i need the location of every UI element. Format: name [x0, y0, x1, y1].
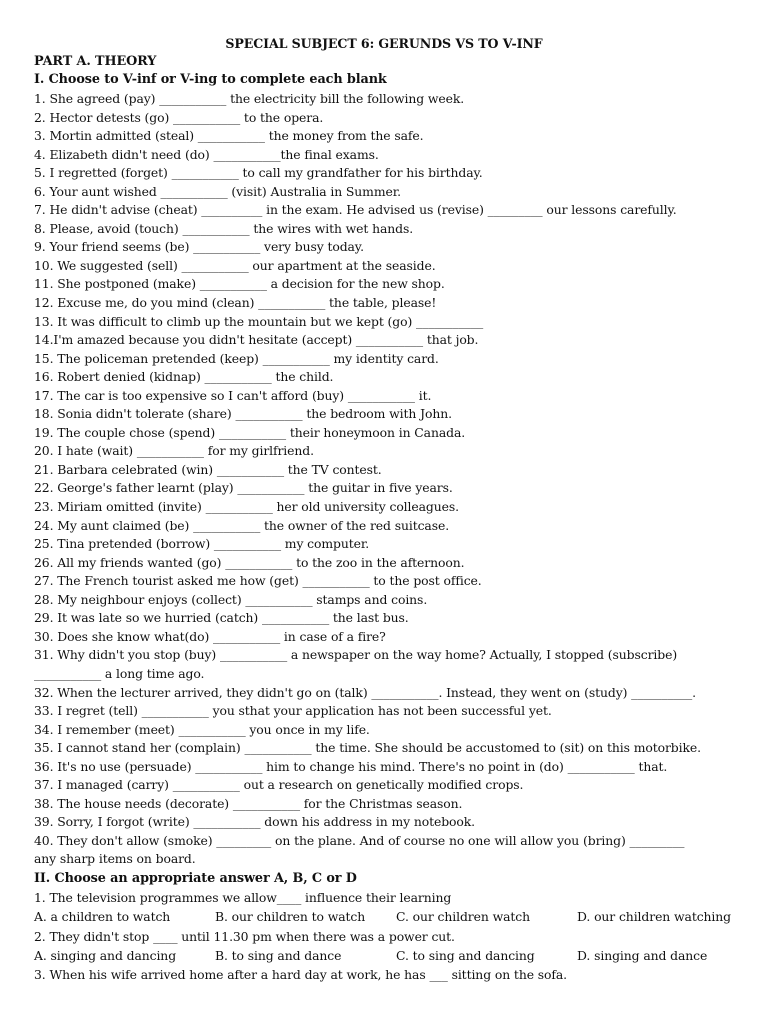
exercise-item: 11. She postponed (make) ___________ a decision for the new shop. [34, 276, 445, 292]
exercise-item: 31. Why didn't you stop (buy) ___________ a newspaper on the way home? Actually, I stopped (subscribe) [34, 647, 678, 663]
exercise-item: 40. They don't allow (smoke) _________ on the plane. And of course no one will allow you (bring) _________ [34, 832, 685, 848]
part-heading: PART A. THEORY [34, 54, 157, 69]
question-text: 2. They didn't stop ____ until 11.30 pm when there was a power cut. [34, 928, 455, 944]
exercise-item: 1. She agreed (pay) ___________ the electricity bill the following week. [34, 91, 465, 106]
exercise-item: 19. The couple chose (spend) ___________ their honeymoon in Canada. [34, 424, 466, 440]
option-a: A. singing and dancing [34, 947, 177, 963]
exercise-item: 9. Your friend seems (be) ___________ very busy today. [34, 239, 364, 255]
exercise-item: 34. I remember (meet) ___________ you once in my life. [34, 721, 370, 737]
exercise-item: 6. Your aunt wished ___________ (visit) Australia in Summer. [34, 183, 402, 199]
section-2-heading: II. Choose an appropriate answer A, B, C or D [34, 871, 357, 886]
exercise-item: 23. Miriam omitted (invite) ___________ her old university colleagues. [34, 499, 459, 515]
exercise-item: 27. The French tourist asked me how (get) ___________ to the post office. [34, 573, 482, 589]
exercise-item-continuation: any sharp items on board. [34, 851, 196, 867]
question-text: 3. When his wife arrived home after a hard day at work, he has ___ sitting on the sofa. [34, 967, 567, 983]
exercise-item: 36. It's no use (persuade) ___________ him to change his mind. There's no point in (do) ___________ that. [34, 758, 668, 774]
option-c: C. to sing and dancing [396, 947, 535, 963]
page-title: SPECIAL SUBJECT 6: GERUNDS VS TO V-INF [225, 36, 543, 51]
option-c: C. our children watch [396, 909, 530, 925]
exercise-item: 3. Mortin admitted (steal) ___________ the money from the safe. [34, 128, 424, 144]
exercise-item: 29. It was late so we hurried (catch) ___________ the last bus. [34, 610, 409, 626]
option-a: A. a children to watch [34, 909, 171, 925]
exercise-item: 10. We suggested (sell) ___________ our apartment at the seaside. [34, 257, 436, 273]
exercise-item: 39. Sorry, I forgot (write) ___________ down his address in my notebook. [34, 814, 476, 830]
exercise-item: 26. All my friends wanted (go) ___________ to the zoo in the afternoon. [34, 554, 465, 570]
exercise-item: 33. I regret (tell) ___________ you sthat your application has not been successful yet. [34, 703, 552, 719]
answer-options [34, 947, 744, 966]
exercise-item: 14.I'm amazed because you didn't hesitate (accept) ___________ that job. [34, 332, 479, 348]
exercise-item: 21. Barbara celebrated (win) ___________ the TV contest. [34, 461, 382, 477]
exercise-item: 25. Tina pretended (borrow) ___________ my computer. [34, 536, 370, 552]
answer-options [34, 908, 744, 927]
exercise-item: 7. He didn't advise (cheat) __________ in the exam. He advised us (revise) _________ our lessons carefully. [34, 202, 677, 218]
exercise-item: 22. George's father learnt (play) ___________ the guitar in five years. [34, 480, 453, 496]
exercise-item: 38. The house needs (decorate) ___________ for the Christmas season. [34, 795, 463, 811]
exercise-item: 16. Robert denied (kidnap) ___________ the child. [34, 369, 334, 385]
exercise-item: 24. My aunt claimed (be) ___________ the owner of the red suitcase. [34, 517, 450, 533]
exercise-item-continuation: ___________ a long time ago. [34, 665, 205, 681]
exercise-item: 5. I regretted (forget) ___________ to call my grandfather for his birthday. [34, 165, 483, 181]
section-1-heading: I. Choose to V-inf or V-ing to complete each blank [34, 72, 387, 87]
exercise-item: 4. Elizabeth didn't need (do) ___________the final exams. [34, 146, 379, 162]
exercise-item: 37. I managed (carry) ___________ out a research on genetically modified crops. [34, 777, 524, 793]
exercise-item: 13. It was difficult to climb up the mountain but we kept (go) ___________ [34, 313, 484, 329]
exercise-item: 30. Does she know what(do) ___________ in case of a fire? [34, 628, 386, 644]
exercise-item: 20. I hate (wait) ___________ for my girlfriend. [34, 443, 314, 459]
option-d: D. singing and dance [577, 947, 708, 963]
multiple-choice-list [34, 889, 744, 985]
exercise-item: 28. My neighbour enjoys (collect) ___________ stamps and coins. [34, 591, 428, 607]
exercise-list [34, 90, 744, 869]
exercise-item: 32. When the lecturer arrived, they didn't go on (talk) ___________. Instead, they went on (study) __________. [34, 684, 696, 700]
exercise-item: 35. I cannot stand her (complain) ___________ the time. She should be accustomed to (sit) on this motorbike. [34, 740, 701, 756]
exercise-item: 2. Hector detests (go) ___________ to the opera. [34, 109, 324, 125]
exercise-item: 12. Excuse me, do you mind (clean) ___________ the table, please! [34, 295, 437, 311]
option-b: B. to sing and dance [215, 947, 342, 963]
exercise-item: 15. The policeman pretended (keep) ___________ my identity card. [34, 350, 439, 366]
exercise-item: 18. Sonia didn't tolerate (share) ___________ the bedroom with John. [34, 406, 452, 422]
option-d: D. our children watching [577, 909, 731, 925]
exercise-item: 8. Please, avoid (touch) ___________ the wires with wet hands. [34, 220, 414, 236]
question-text: 1. The television programmes we allow____ influence their learning [34, 890, 452, 905]
exercise-item: 17. The car is too expensive so I can't afford (buy) ___________ it. [34, 387, 432, 403]
option-b: B. our children to watch [215, 909, 366, 925]
